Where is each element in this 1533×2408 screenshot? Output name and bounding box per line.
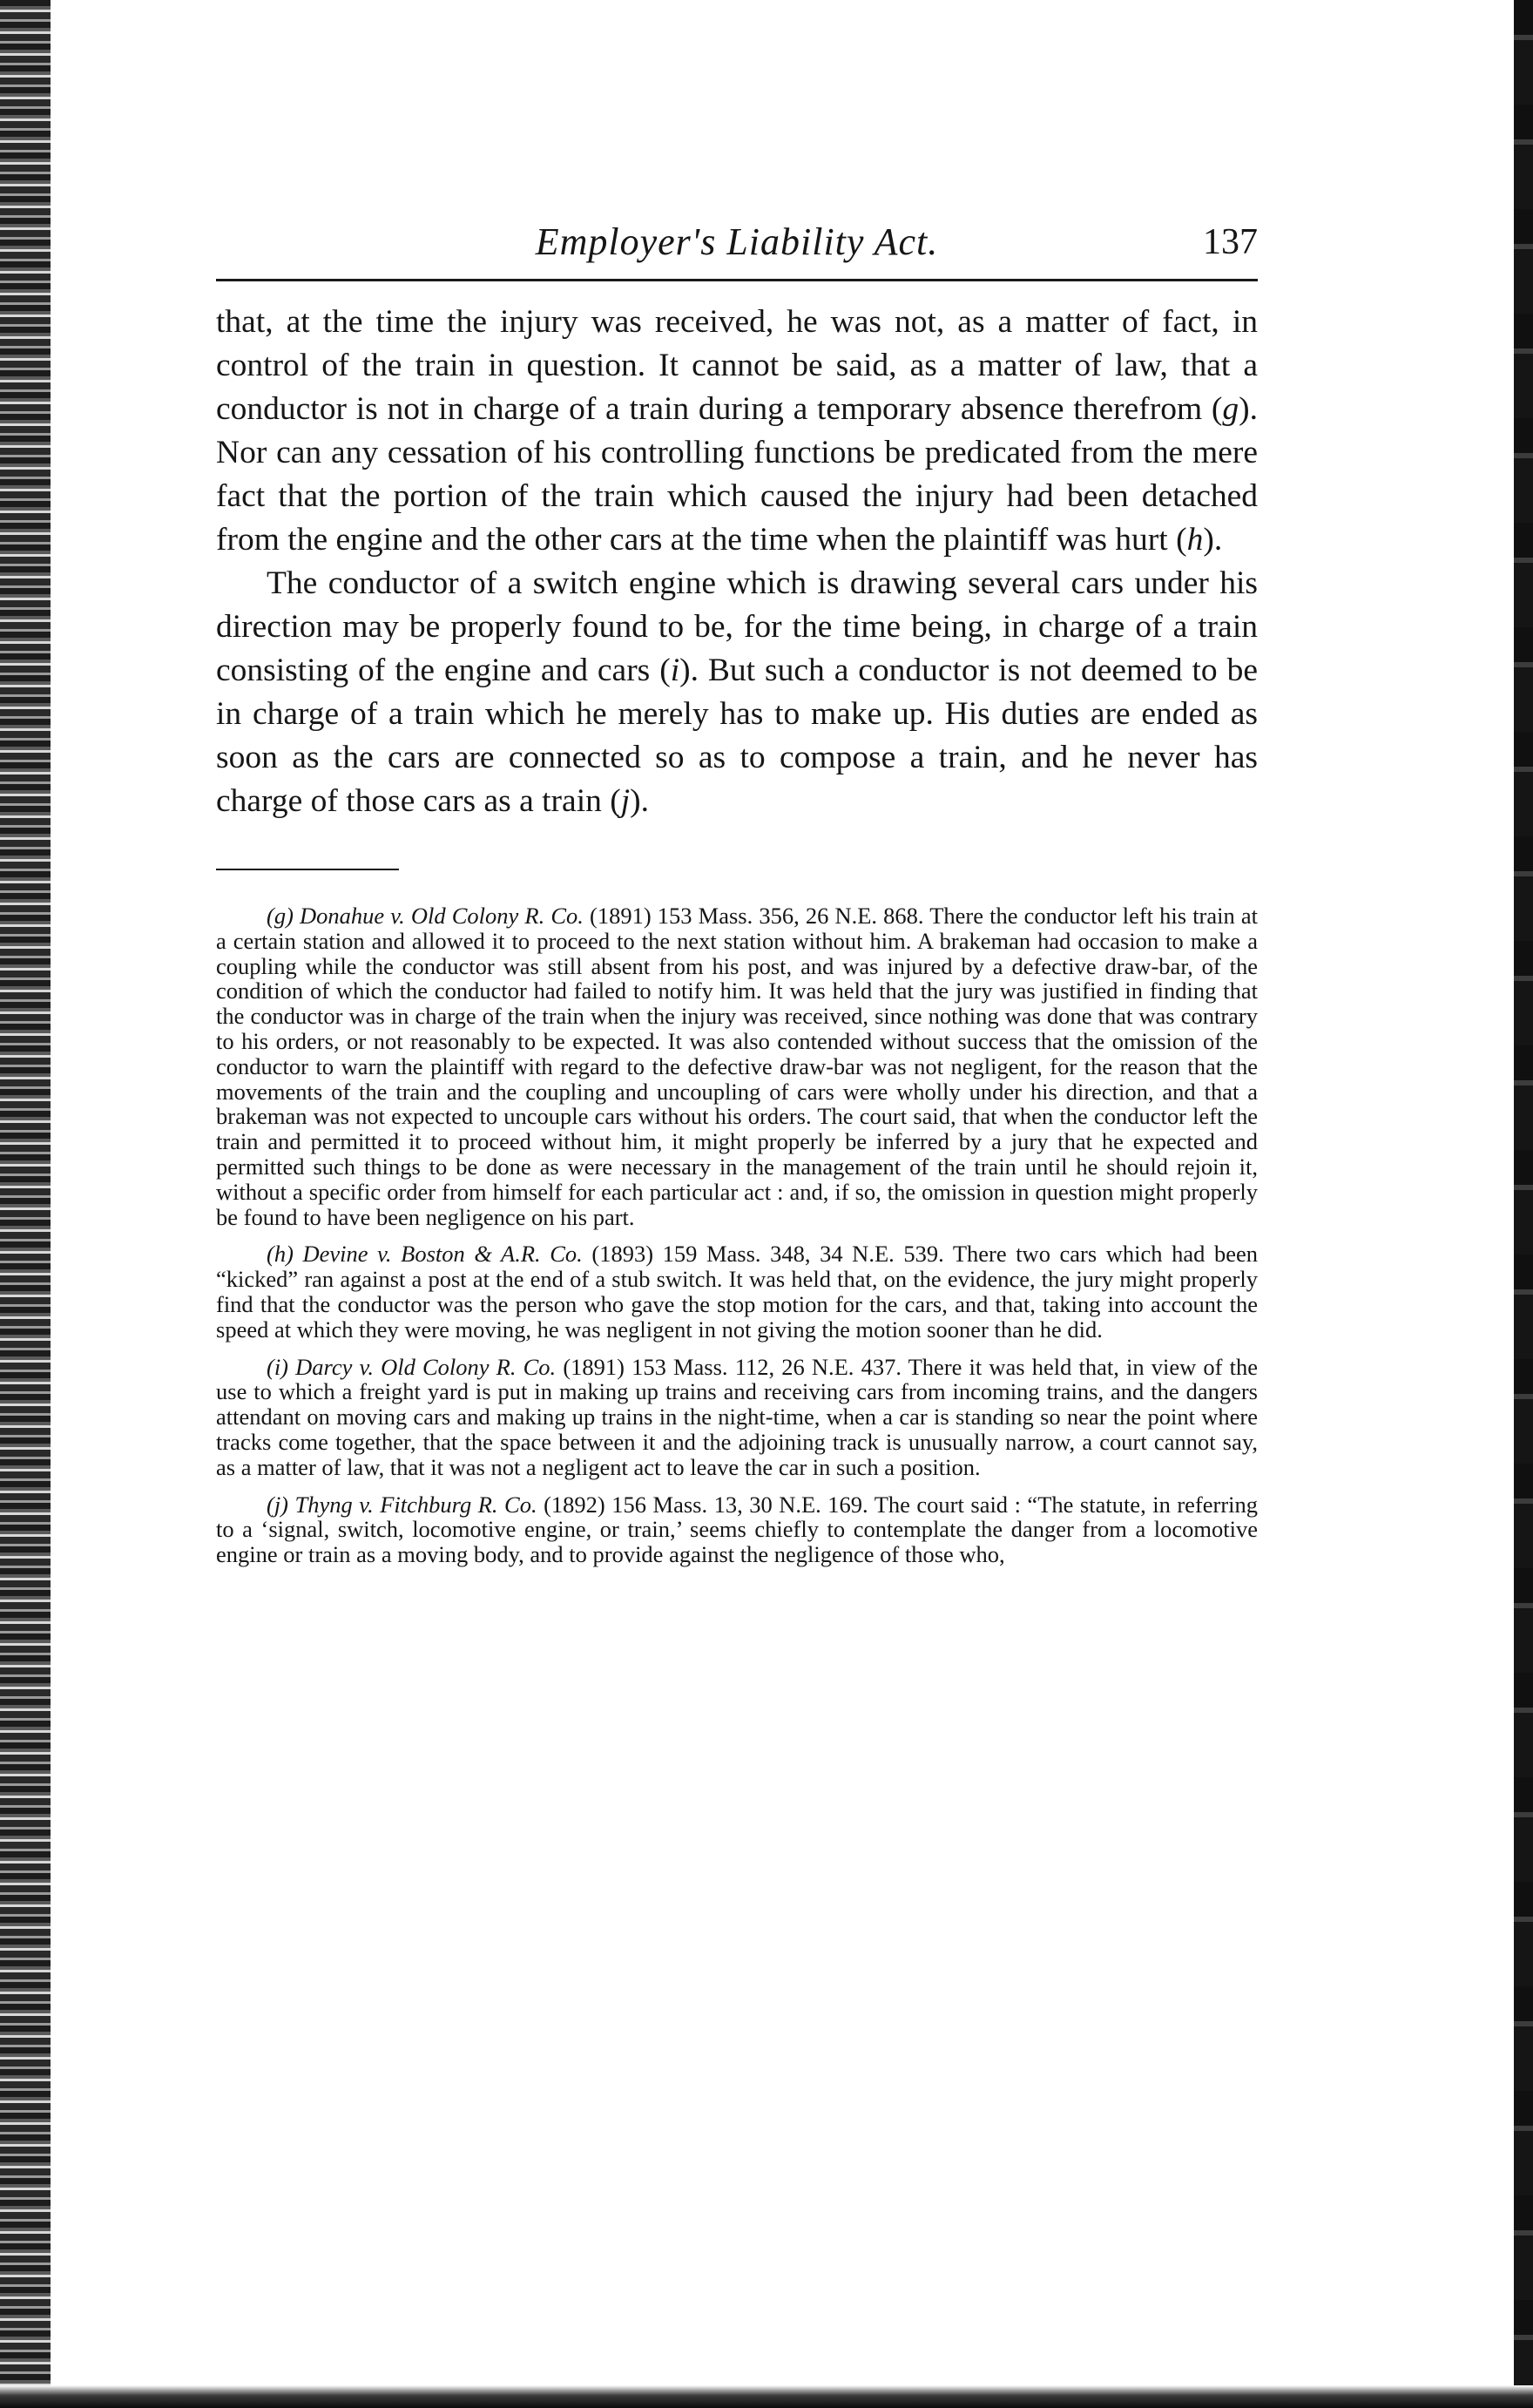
body-text <box>216 301 1258 823</box>
footnote-mark: (j) <box>267 1491 289 1518</box>
case-name: Donahue v. Old Colony R. Co. <box>300 903 584 929</box>
body-paragraph <box>216 562 1258 823</box>
footnote-text: The court said : “The statute, in referring to a ‘signal, switch, locomotive engine, or train,’ seems chiefly to contemplate the danger from a locomotive engine or train as a moving body, and to provide against the negligence of those who, <box>216 1491 1259 1568</box>
footnote <box>216 1241 1258 1342</box>
footnote <box>216 1492 1258 1567</box>
body-paragraph <box>216 301 1258 562</box>
footnote-reference: j <box>620 783 631 819</box>
footnote <box>216 903 1258 1229</box>
case-citation: (1893) 159 Mass. 348, 34 N.E. 539. <box>591 1241 944 1268</box>
text-run: ). Nor can any cessation of his controlling functions be predicated from the mere fact that the portion of the train which caused the injury had been detached from the engine and the other cars at the time when the plaintiff was hurt ( <box>216 391 1258 558</box>
case-citation: (1891) 153 Mass. 356, 26 N.E. 868. <box>590 903 924 929</box>
footnote-reference: g <box>1222 391 1239 427</box>
text-run: ). <box>630 783 650 819</box>
footnote-text: There the conductor left his train at a certain station and allowed it to proceed to the next station without him. A brakeman had occasion to make a coupling while the conductor was still absent from his post, and was injured by a defective draw-bar, of the condition of which the conductor had failed to notify him. It was held that the jury was justified in finding that the conductor was in charge of the train when the injury was received, since nothing was done that was contrary to his orders, or not reasonably to be expected. It was also contended without success that the omission of the conductor to warn the plaintiff with regard to the defective draw-bar was not negligent, for the reason that the movements of the train and the coupling and uncoupling of cars were wholly under his direction, and that a brakeman was not expected to uncouple cars without his orders. The court said, that when the conductor left the train and permitted it to proceed without him, it might properly be inferred by a jury that he expected and permitted such things to be done as were necessary in the management of the train until he should rejoin it, without a specific order from himself for each particular act : and, if so, the omission in question might properly be found to have been negligence on his part. <box>216 903 1259 1230</box>
footnotes <box>216 903 1258 1567</box>
footnote-mark: (i) <box>267 1353 289 1380</box>
case-name: Devine v. Boston & A.R. Co. <box>302 1241 583 1268</box>
running-head: Employer's Liability Act. <box>535 220 939 263</box>
scan-edge-bottom <box>0 2385 1533 2408</box>
case-citation: (1891) 153 Mass. 112, 26 N.E. 437. <box>563 1353 902 1380</box>
case-citation: (1892) 156 Mass. 13, 30 N.E. 169. <box>544 1491 868 1518</box>
text-run: ). <box>1203 522 1223 558</box>
footnote-divider <box>216 869 399 870</box>
footnote-reference: i <box>670 653 680 688</box>
footnote-mark: (h) <box>267 1241 294 1268</box>
footnote-text: There two cars which had been “kicked” ran against a post at the end of a stub switch. It was held that, on the evidence, the jury might properly find that the conductor was the person who gave the stop motion for the cars, and that, taking into account the speed at which they were moving, he was negligent in not giving the motion sooner than he did. <box>216 1241 1258 1343</box>
case-name: Thyng v. Fitchburg R. Co. <box>294 1491 537 1518</box>
case-name: Darcy v. Old Colony R. Co. <box>295 1353 557 1380</box>
footnote-reference: h <box>1186 522 1204 558</box>
text-run: The conductor of a switch engine which is drawing several cars under his direction may be properly found to be, for the time being, in charge of a train consisting of the engine and cars ( <box>216 565 1258 688</box>
text-run: ). But such a conductor is not deemed to be in charge of a train which he merely has to make up. His duties are ended as soon as the cars are connected so as to compose a train, and he never has charge of those cars as a train ( <box>216 653 1258 819</box>
page-number: 137 <box>1203 222 1258 262</box>
scan-edge-right <box>1514 0 1533 2408</box>
scan-edge-left <box>0 0 51 2408</box>
footnote-text: There it was held that, in view of the use to which a freight yard is put in making up trains and receiving cars from incoming trains, and the dangers attendant on moving cars and making up trains in the night-time, when a car is standing so near the point where tracks come together, that the space between it and the adjoining track is unusually narrow, a court cannot say, as a matter of law, that it was not a negligent act to leave the car in such a position. <box>216 1353 1258 1480</box>
book-page <box>216 216 1258 1579</box>
footnote-mark: (g) <box>267 903 294 929</box>
page-header <box>216 216 1258 281</box>
text-run: that, at the time the injury was received, he was not, as a matter of fact, in control of the train in question. It cannot be said, as a matter of law, that a conductor is not in charge of a train during a temporary absence therefrom ( <box>216 304 1258 427</box>
footnote <box>216 1355 1258 1480</box>
